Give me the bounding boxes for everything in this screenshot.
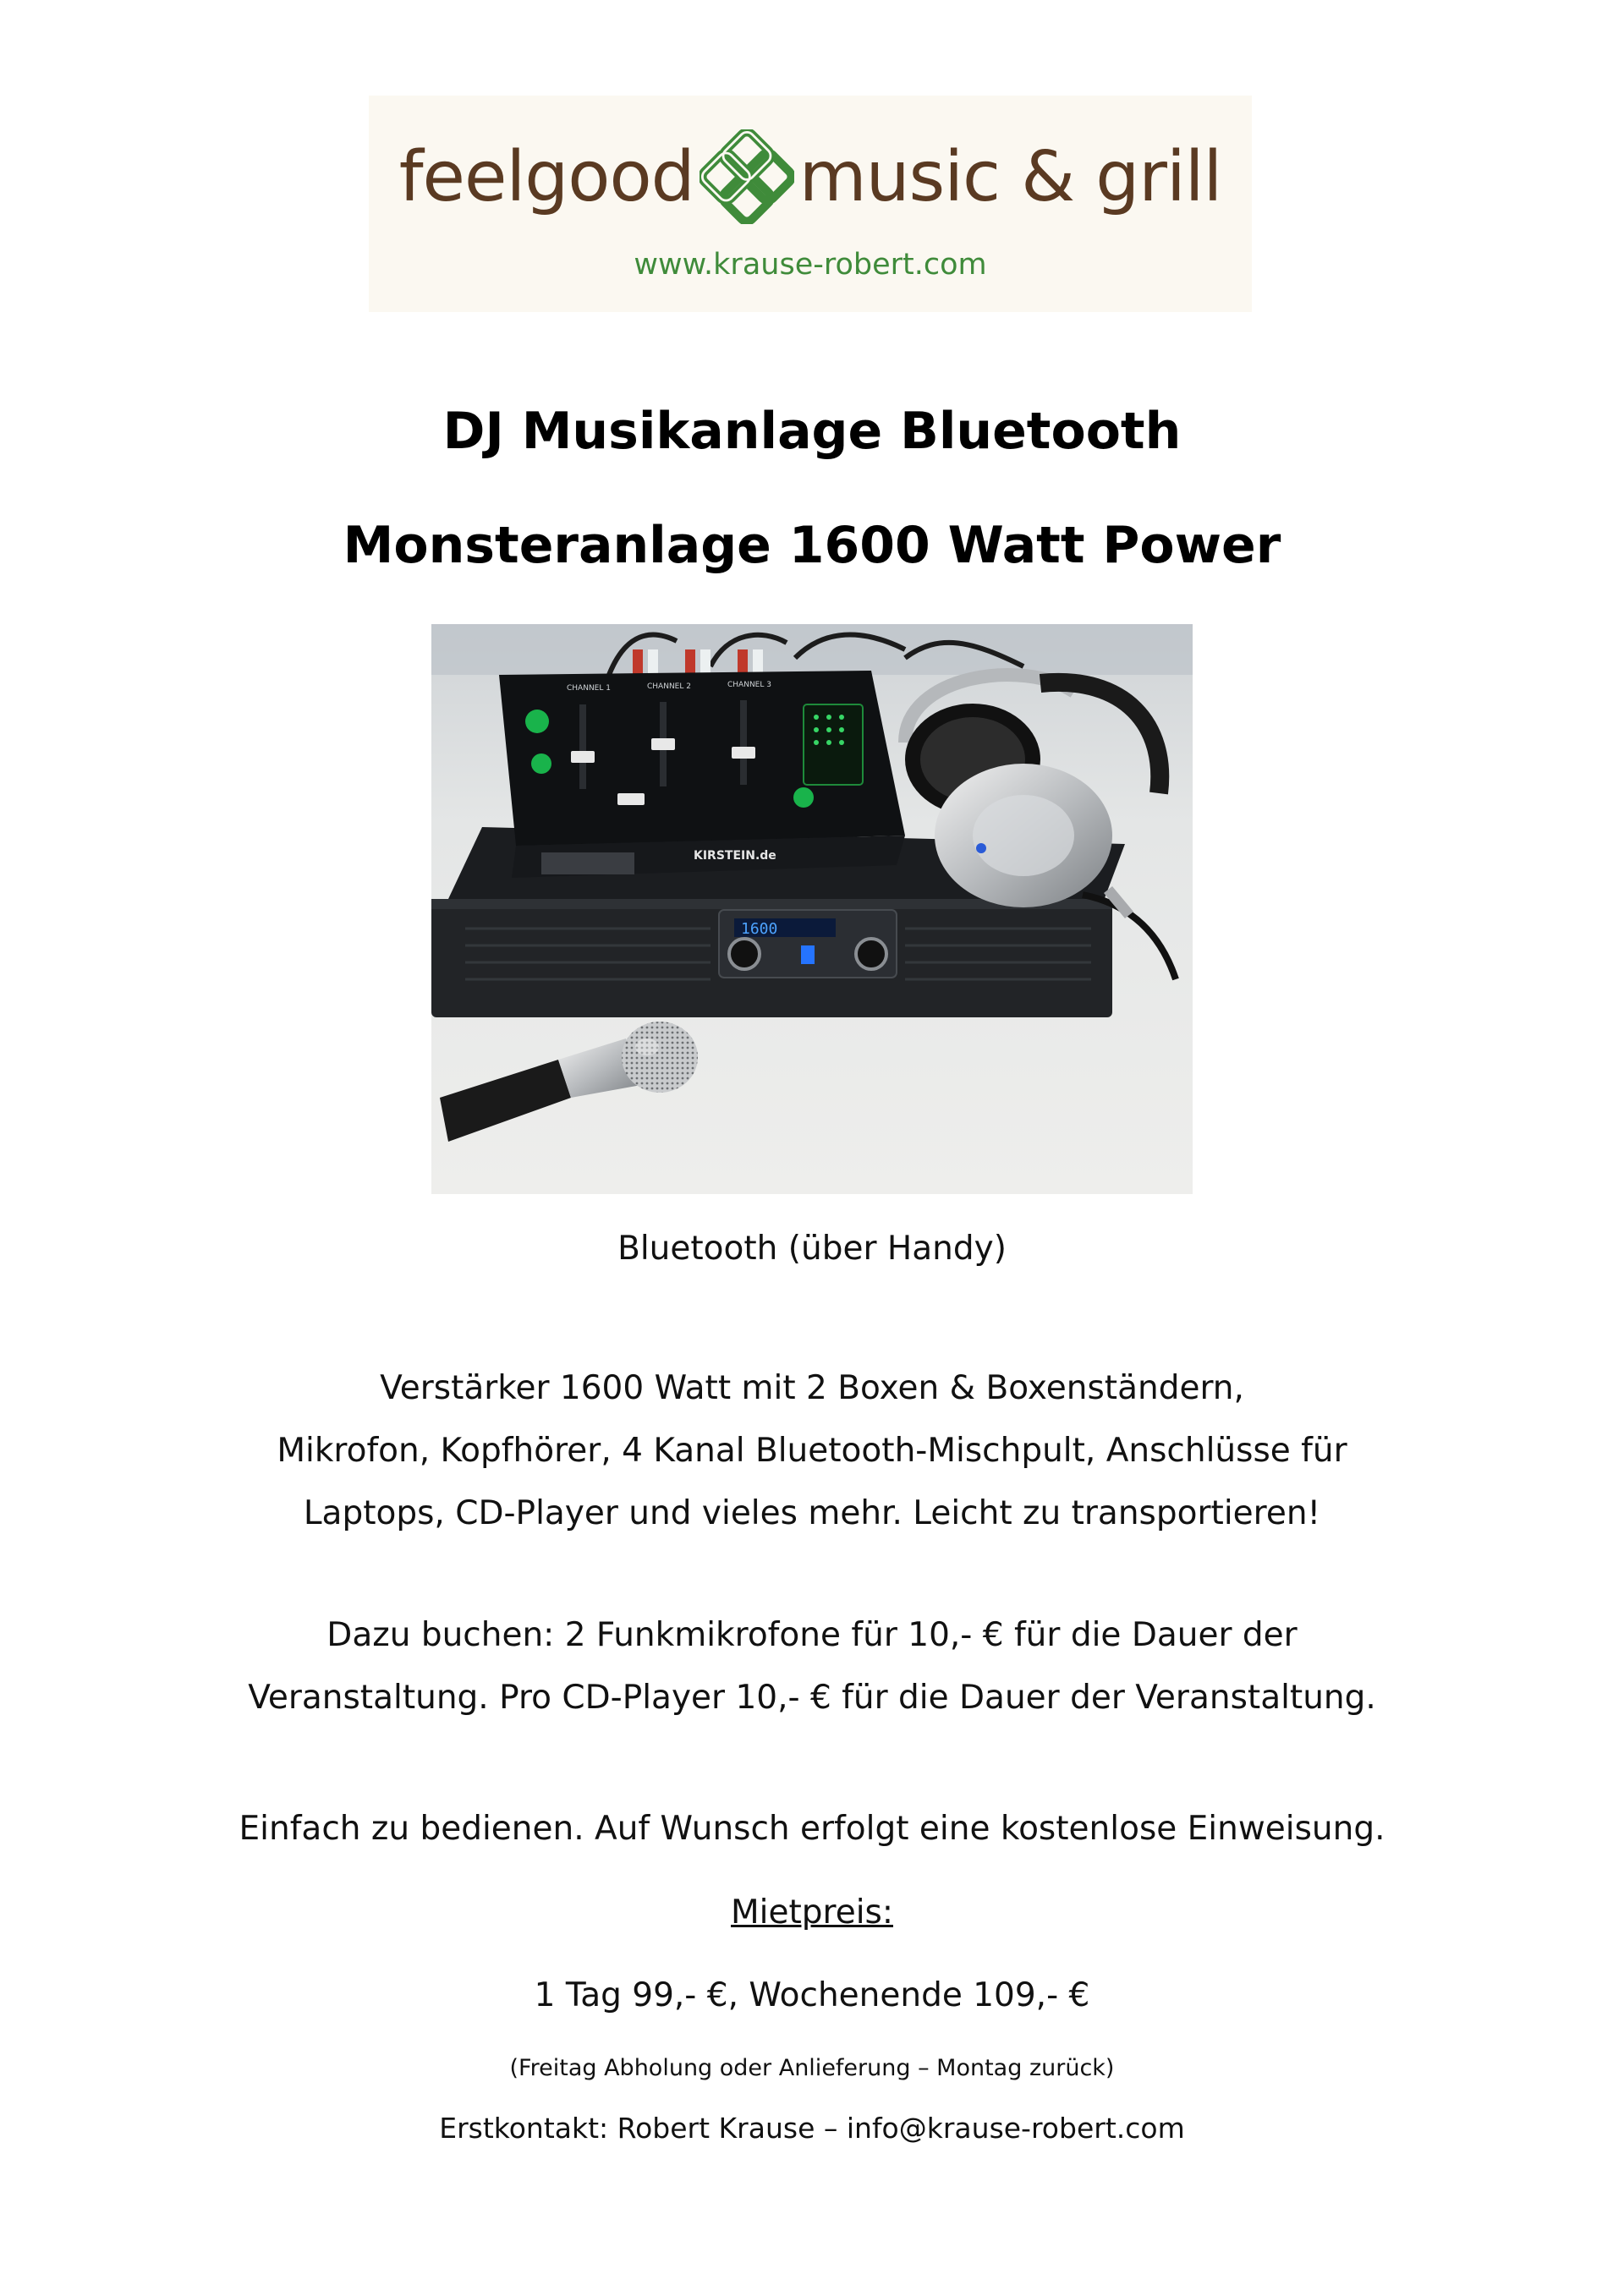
addons-line-2: Veranstaltung. Pro CD-Player 10,- € für die Dauer der Veranstaltung. bbox=[248, 1679, 1376, 1717]
ease-of-use-text: Einfach zu bedienen. Auf Wunsch erfolgt eine kostenlose Einweisung. bbox=[239, 1810, 1385, 1848]
svg-text:CHANNEL 2: CHANNEL 2 bbox=[647, 682, 691, 691]
amp-display: 1600 bbox=[741, 920, 778, 938]
logo-url: www.krause-robert.com bbox=[634, 248, 987, 282]
description-line-2: Mikrofon, Kopfhörer, 4 Kanal Bluetooth-Mischpult, Anschlüsse für bbox=[277, 1432, 1347, 1470]
logo-banner bbox=[369, 96, 1252, 312]
mixer-brand: KIRSTEIN.de bbox=[694, 849, 776, 863]
dj-mixer bbox=[499, 671, 905, 878]
product-photo bbox=[431, 624, 1193, 1194]
description-line-3: Laptops, CD-Player und vieles mehr. Leicht zu transportieren! bbox=[303, 1494, 1321, 1532]
title-line-1: DJ Musikanlage Bluetooth bbox=[442, 402, 1182, 461]
description bbox=[0, 1357, 1624, 1545]
addons bbox=[0, 1604, 1624, 1729]
photo-caption: Bluetooth (über Handy) bbox=[617, 1230, 1007, 1268]
title-line-2: Monsteranlage 1600 Watt Power bbox=[343, 516, 1281, 575]
celtic-knot-icon bbox=[700, 129, 794, 224]
price-line: 1 Tag 99,- €, Wochenende 109,- € bbox=[534, 1976, 1090, 2014]
logo-right-words: music & grill bbox=[798, 136, 1222, 217]
price-heading: Mietpreis: bbox=[731, 1893, 893, 1932]
addons-line-1: Dazu buchen: 2 Funkmikrofone für 10,- € für die Dauer der bbox=[326, 1616, 1298, 1654]
contact-line: Erstkontakt: Robert Krause – info@krause-robert.com bbox=[439, 2112, 1185, 2145]
description-line-1: Verstärker 1600 Watt mit 2 Boxen & Boxenständern, bbox=[380, 1369, 1244, 1407]
svg-text:CHANNEL 1: CHANNEL 1 bbox=[567, 684, 611, 693]
price-note: (Freitag Abholung oder Anlieferung – Montag zurück) bbox=[509, 2055, 1115, 2081]
logo-left-word: feelgood bbox=[398, 136, 694, 217]
logo-wordmark bbox=[369, 126, 1252, 227]
svg-text:CHANNEL 3: CHANNEL 3 bbox=[727, 681, 771, 689]
